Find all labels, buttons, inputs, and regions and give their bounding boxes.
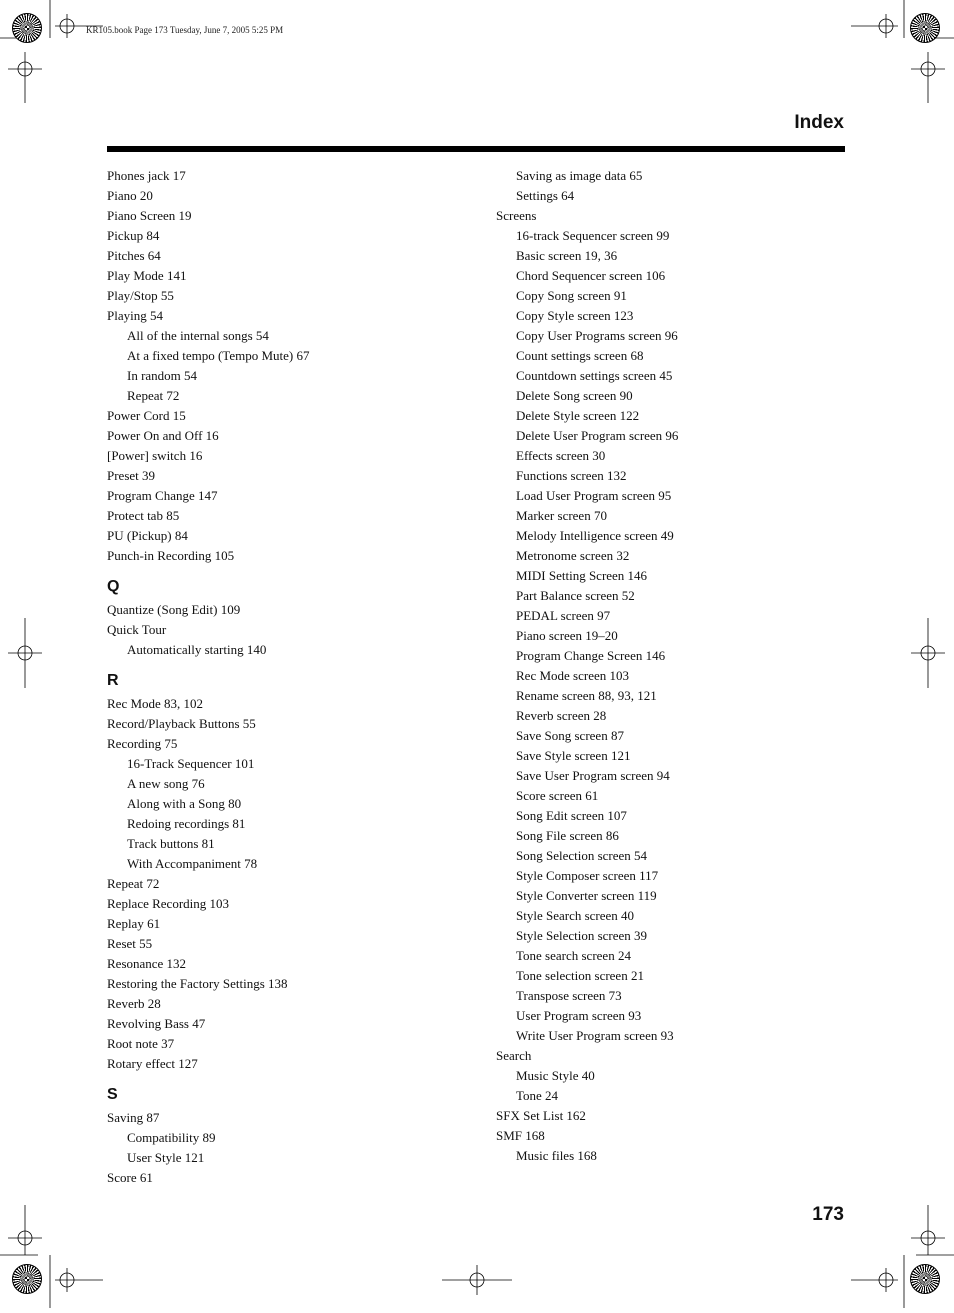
index-subentry: Count settings screen 68 [516,348,644,363]
index-subentry: Style Composer screen 117 [516,868,659,883]
index-entry: Power On and Off 16 [107,428,219,443]
index-subentry: Marker screen 70 [516,508,607,523]
index-subentry: Write User Program screen 93 [516,1028,674,1043]
registration-rosette-icon [910,13,940,43]
index-subentry: A new song 76 [127,776,205,791]
index-subentry: Part Balance screen 52 [516,588,635,603]
index-subentry: Track buttons 81 [127,836,215,851]
index-entry: Saving 87 [107,1110,160,1125]
index-subentry: User Program screen 93 [516,1008,642,1023]
index-subentry: Chord Sequencer screen 106 [516,268,666,283]
index-subentry: In random 54 [127,368,198,383]
index-subentry: Song Edit screen 107 [516,808,627,823]
index-subentry: Effects screen 30 [516,448,606,463]
index-subentry: Style Converter screen 119 [516,888,657,903]
index-entry: Piano Screen 19 [107,208,192,223]
index-entry: Replace Recording 103 [107,896,230,911]
index-entry: Restoring the Factory Settings 138 [107,976,288,991]
page-title: Index [794,112,844,133]
index-entry: [Power] switch 16 [107,448,203,463]
index-entry: SFX Set List 162 [496,1108,586,1123]
index-subentry: Delete User Program screen 96 [516,428,679,443]
index-subentry: Tone 24 [516,1088,559,1103]
index-column-left [107,166,467,1188]
index-entry: Root note 37 [107,1036,175,1051]
index-subentry: Song File screen 86 [516,828,619,843]
index-subentry: Automatically starting 140 [127,642,267,657]
index-subentry: Copy Song screen 91 [516,288,627,303]
index-subentry: Rename screen 88, 93, 121 [516,688,657,703]
index-subentry: 16-Track Sequencer 101 [127,756,255,771]
section-letter: Q [107,578,120,595]
index-entry: Playing 54 [107,308,163,323]
index-entry: Repeat 72 [107,876,160,891]
index-entry: Rec Mode 83, 102 [107,696,204,711]
index-subentry: Copy User Programs screen 96 [516,328,678,343]
index-entry: Screens [496,208,537,223]
index-subentry: Style Search screen 40 [516,908,635,923]
index-subentry: Music Style 40 [516,1068,595,1083]
index-subentry: Save Song screen 87 [516,728,624,743]
index-entry: Power Cord 15 [107,408,186,423]
index-entry: Piano 20 [107,188,153,203]
index-subentry: Functions screen 132 [516,468,627,483]
index-entry: Reverb 28 [107,996,161,1011]
index-subentry: Load User Program screen 95 [516,488,672,503]
index-subentry: Basic screen 19, 36 [516,248,618,263]
index-entry: Quantize (Song Edit) 109 [107,602,241,617]
index-subentry: Along with a Song 80 [127,796,242,811]
index-entry: Resonance 132 [107,956,187,971]
index-entry: Pickup 84 [107,228,160,243]
registration-rosette-icon [12,1264,42,1294]
index-entry: Program Change 147 [107,488,218,503]
index-entry: Phones jack 17 [107,168,186,183]
index-entry: Preset 39 [107,468,156,483]
index-entry: Replay 61 [107,916,161,931]
index-subentry: Tone search screen 24 [516,948,631,963]
index-entry: Record/Playback Buttons 55 [107,716,256,731]
index-entry: Protect tab 85 [107,508,180,523]
index-entry: Quick Tour [107,622,167,637]
index-entry: Pitches 64 [107,248,161,263]
index-subentry: Save User Program screen 94 [516,768,670,783]
index-entry: SMF 168 [496,1128,545,1143]
index-entry: Rotary effect 127 [107,1056,198,1071]
index-subentry: MIDI Setting Screen 146 [516,568,648,583]
index-entry: Play/Stop 55 [107,288,174,303]
index-subentry: Settings 64 [516,188,575,203]
index-column-right [496,166,846,1166]
index-subentry: Copy Style screen 123 [516,308,634,323]
index-subentry: Compatibility 89 [127,1130,216,1145]
index-subentry: Delete Song screen 90 [516,388,633,403]
registration-rosette-icon [12,13,42,43]
heading-rule [107,146,845,152]
index-subentry: PEDAL screen 97 [516,608,611,623]
index-subentry: Repeat 72 [127,388,180,403]
index-subentry: 16-track Sequencer screen 99 [516,228,670,243]
index-subentry: Reverb screen 28 [516,708,607,723]
index-subentry: Save Style screen 121 [516,748,631,763]
page-number: 173 [812,1204,844,1225]
index-subentry: Metronome screen 32 [516,548,630,563]
index-subentry: Transpose screen 73 [516,988,622,1003]
index-subentry: Piano screen 19–20 [516,628,618,643]
index-entry: Score 61 [107,1170,153,1185]
index-subentry: With Accompaniment 78 [127,856,258,871]
index-subentry: Music files 168 [516,1148,597,1163]
index-subentry: Delete Style screen 122 [516,408,640,423]
index-subentry: Countdown settings screen 45 [516,368,673,383]
index-entry: PU (Pickup) 84 [107,528,188,543]
index-subentry: At a fixed tempo (Tempo Mute) 67 [127,348,310,363]
section-letter: S [107,1086,118,1103]
index-subentry: Program Change Screen 146 [516,648,666,663]
index-subentry: Rec Mode screen 103 [516,668,629,683]
index-subentry: Score screen 61 [516,788,599,803]
index-entry: Recording 75 [107,736,178,751]
section-letter: R [107,672,119,689]
index-entry: Revolving Bass 47 [107,1016,206,1031]
index-subentry: All of the internal songs 54 [127,328,269,343]
registration-rosette-icon [910,1264,940,1294]
index-subentry: Style Selection screen 39 [516,928,648,943]
index-subentry: Redoing recordings 81 [127,816,246,831]
index-subentry: Saving as image data 65 [516,168,643,183]
index-subentry: Song Selection screen 54 [516,848,648,863]
file-header: KR105.book Page 173 Tuesday, June 7, 2005 5:25 PM [86,25,284,35]
index-entry: Reset 55 [107,936,153,951]
index-subentry: Tone selection screen 21 [516,968,644,983]
index-subentry: Melody Intelligence screen 49 [516,528,674,543]
index-entry: Play Mode 141 [107,268,187,283]
index-entry: Punch-in Recording 105 [107,548,235,563]
index-entry: Search [496,1048,532,1063]
index-subentry: User Style 121 [127,1150,205,1165]
